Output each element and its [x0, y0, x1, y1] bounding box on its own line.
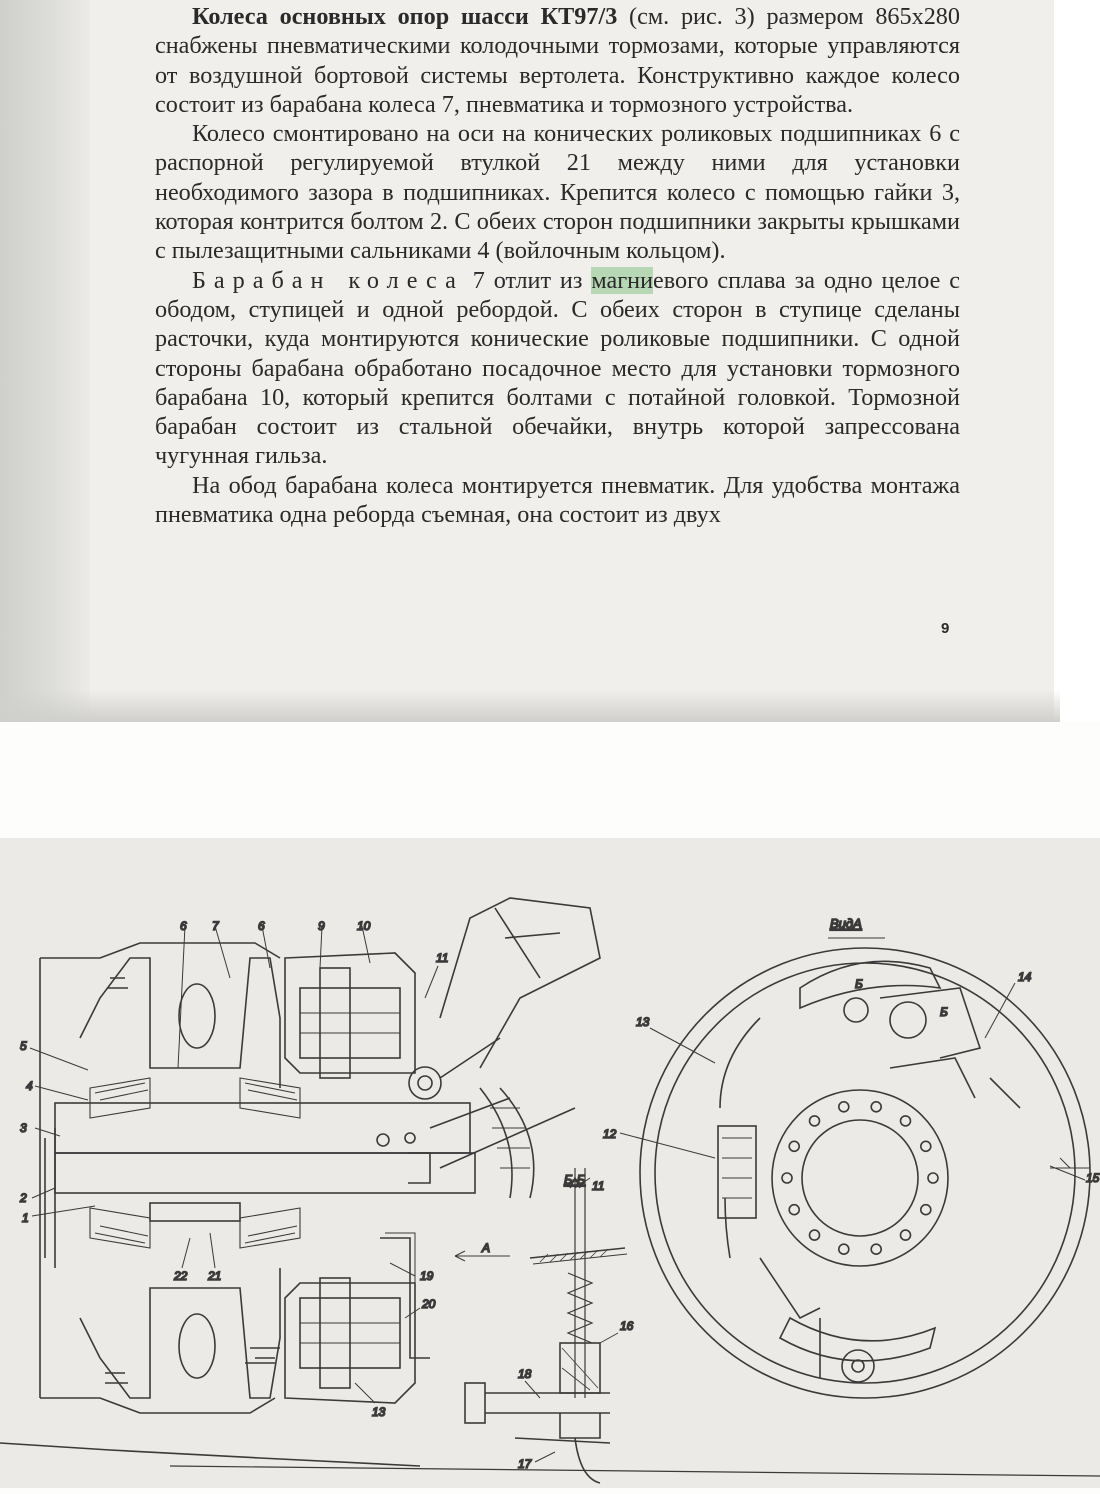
- callout-5: 5: [20, 1039, 27, 1053]
- bolt-hole: [871, 1244, 881, 1254]
- bolt-hole: [839, 1244, 849, 1254]
- bolt-hole: [789, 1205, 799, 1215]
- bolt-hole: [782, 1173, 792, 1183]
- paragraph-3: [155, 266, 960, 471]
- callout-3: 3: [20, 1121, 27, 1135]
- bolt-hole: [839, 1102, 849, 1112]
- bolt-hole: [928, 1173, 938, 1183]
- callout-9: 9: [318, 919, 325, 933]
- bolt-hole: [901, 1230, 911, 1240]
- callout-4: 4: [26, 1079, 33, 1093]
- callout-13-right: 13: [636, 1015, 650, 1029]
- page-edge: [1054, 0, 1100, 722]
- bolt-hole: [901, 1116, 911, 1126]
- callout-14: 14: [1018, 970, 1032, 984]
- paragraph-2: Колесо смонтировано на оси на конических роликовых подшипниках 6 с распорной регулируемой втулкой 21 между ними для установки необходимого зазора в подшипниках. Крепится колесо с помощью гайки 3, которая контрится болтом 2. С обеих сторон подшипники закрыты крышками с пылезащитными сальниками 4 (войлочным кольцом).: [155, 120, 960, 265]
- paragraph-3-term: Барабан колеса: [192, 266, 464, 294]
- callout-18: 18: [518, 1367, 532, 1381]
- callout-22: 22: [174, 1269, 188, 1283]
- page-number: 9: [941, 620, 950, 637]
- callout-20: 20: [422, 1297, 436, 1311]
- page-gutter-shadow: [0, 0, 90, 722]
- callout-16: 16: [620, 1319, 634, 1333]
- section-b-b-title: Б-Б: [564, 1172, 586, 1187]
- callout-6-left: 6: [180, 919, 187, 933]
- bolt-hole: [921, 1141, 931, 1151]
- view-a-title: ВидА: [830, 916, 862, 931]
- callout-7: 7: [212, 919, 219, 933]
- callout-10: 10: [357, 919, 371, 933]
- callout-2: 2: [20, 1191, 27, 1205]
- callout-11-section: 11: [592, 1179, 605, 1193]
- callout-19: 19: [420, 1269, 434, 1283]
- paragraph-3-mid: 7 отлит из: [463, 266, 592, 294]
- callout-11-main: 11: [436, 951, 449, 965]
- paragraph-4: На обод барабана колеса монтируется пневматик. Для удобства монтажа пневматика одна реборда съемная, она состоит из двух: [155, 471, 960, 529]
- paragraph-1-text: (см. рис. 3) размером 865x280 снабжены пневматическими колодочными тормозами, которые управляются от воздушной бортовой системы вертолета. Конструктивно каждое колесо состоит из барабана колеса 7, пневматика и тормозного устройства.: [155, 3, 960, 118]
- search-highlight: магни: [591, 266, 654, 294]
- callout-15: 15: [1086, 1171, 1100, 1185]
- callout-17: 17: [518, 1457, 532, 1471]
- callout-12: 12: [603, 1127, 617, 1141]
- bolt-hole: [810, 1230, 820, 1240]
- callout-b-top: Б: [855, 977, 863, 991]
- bolt-hole: [921, 1205, 931, 1215]
- view-arrow-label: А: [482, 1241, 491, 1255]
- section-b-b-view: [465, 1168, 627, 1483]
- wheel-section-view: [0, 898, 600, 1466]
- paragraph-1-heading: Колеса основных опор шасси КТ97/3: [192, 3, 618, 30]
- paragraph-3-text: евого сплава за одно целое с ободом, ступицей и одной ребордой. С обеих сторон в ступице сделаны расточки, куда монтируются конические роликовые подшипники. С одной стороны барабана обработано посадочное место для установки тормозного барабана 10, который крепится болтами с потайной головкой. Тормозной барабан состоит из стальной обечайки, внутрь которой запрессована чугунная гильза.: [155, 266, 960, 470]
- bolt-hole: [871, 1102, 881, 1112]
- callout-1: 1: [22, 1211, 29, 1225]
- bolt-hole: [789, 1141, 799, 1151]
- callout-6-right: 6: [258, 919, 265, 933]
- scanned-page: [0, 0, 1100, 722]
- paragraph-1: [155, 2, 960, 119]
- leader-lines-right: [620, 938, 1085, 1180]
- callout-b-right: Б: [940, 1005, 948, 1019]
- bolt-hole: [810, 1116, 820, 1126]
- callout-21: 21: [208, 1269, 222, 1283]
- body-text: [155, 2, 960, 529]
- leader-lines-left: [30, 926, 510, 1403]
- callout-13-left: 13: [372, 1405, 386, 1419]
- wheel-assembly-drawing: [0, 838, 1100, 1488]
- bolt-hole-pattern: [782, 1102, 938, 1254]
- page-bottom-shadow: [0, 690, 1060, 722]
- view-a-circle: [640, 948, 1090, 1398]
